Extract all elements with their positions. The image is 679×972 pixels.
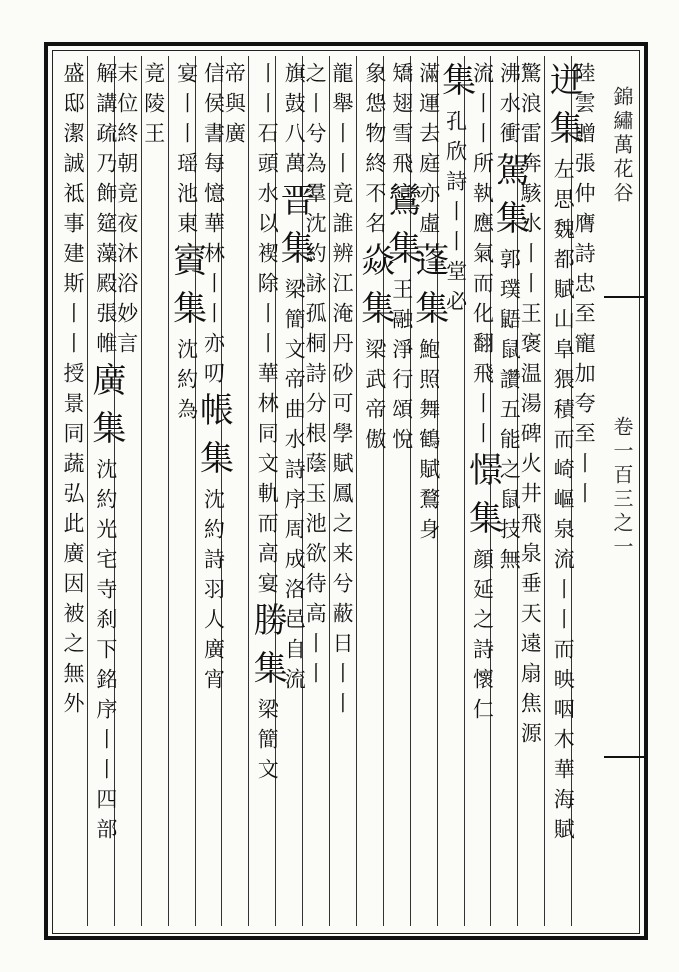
text-run: 郭璞鼯鼠讚五能之鼠技無 [497, 248, 522, 578]
section-heading: 憬集 [462, 452, 503, 548]
column-rule [168, 56, 169, 926]
text-run: 宴丨丨瑶池東 [174, 62, 199, 242]
text-column [166, 62, 207, 922]
text-run: 旗鼓八萬 [282, 62, 307, 182]
text-run: 之丨兮為羣沈約詠孤桐詩分根蔭玉池欲待高丨丨 [303, 62, 328, 692]
text-run: 象怹物終不名 [362, 62, 387, 242]
text-column [354, 62, 395, 922]
text-run: 沈約為 [174, 338, 199, 428]
text-column [143, 62, 164, 922]
section-heading: 勝集 [247, 602, 288, 698]
margin-strip [604, 46, 644, 936]
section-heading: 晋集 [274, 182, 315, 278]
text-column [331, 62, 352, 922]
section-heading: 集 [435, 62, 476, 110]
text-run: 梁武帝傲 [362, 338, 387, 458]
text-run: 驚浪雷奔駭水丨丨王褒温湯碑火井飛泉垂天遠扇焦源 [518, 62, 543, 752]
text-column [247, 62, 288, 922]
text-run: 丨丨石頭 [255, 62, 280, 182]
column-rule [544, 56, 545, 926]
text-run: 沈約光宅寺刹下銘序丨丨四部 [93, 458, 118, 848]
margin-divider [604, 756, 644, 758]
column-rule [141, 56, 142, 926]
text-column [62, 62, 83, 922]
text-run: 授景同蔬弘此廣因被之無外 [61, 362, 85, 722]
section-heading: 焱集 [354, 242, 395, 338]
text-run: 左思魏都賦山阜猥積而崎嶇泉流丨丨而映咽木華海賦 [551, 158, 576, 848]
text-run: 龍舉丨丨竟誰辨江淹丹砂可學賦鳳之来兮蔽日丨丨 [330, 62, 354, 722]
text-run: 竟陵王 [141, 62, 166, 152]
text-column [543, 62, 584, 922]
column-rule [248, 56, 249, 926]
text-run: 王融淨行頌悅 [389, 278, 414, 458]
column-rule [356, 56, 357, 926]
text-column [85, 62, 126, 922]
section-heading: 蓬集 [408, 242, 449, 338]
margin-divider [604, 296, 644, 298]
text-run: 流丨丨所執應氣而化翻飛丨丨 [470, 62, 495, 452]
text-run: 顔延之詩懷仁 [470, 548, 495, 728]
section-heading: 廣集 [85, 362, 126, 458]
text-run: 信侯書每憶華林丨丨亦叨 [201, 62, 226, 392]
section-heading: 駕集 [489, 152, 530, 248]
column-rule [87, 56, 88, 926]
text-run: 水以褉除丨丨華林同文軌而高宴 [255, 182, 280, 602]
text-run: 末位終朝竟夜沐浴妙言 [114, 62, 139, 362]
text-run: 沈約詩羽人廣宵 [201, 488, 226, 698]
section-heading: 鸞集 [381, 182, 422, 278]
text-run: 帝與廣 [222, 62, 247, 152]
text-run: 梁簡文 [255, 698, 280, 788]
column-rule [329, 56, 330, 926]
text-run: 鮑照舞鶴賦鶩身 [416, 338, 441, 548]
text-run: 滿運去庭亦虛 [416, 62, 441, 242]
text-run: 孔欣詩丨丨堂必 [443, 110, 468, 320]
text-run: 盛邸潔誠祗事建斯丨丨 [61, 62, 85, 362]
section-heading: 帳集 [193, 392, 234, 488]
section-heading: 迸集 [543, 62, 584, 158]
text-run: 陸雲贈張仲膺詩忠至寵加夸至丨丨 [572, 62, 597, 512]
section-heading: 賨集 [166, 242, 207, 338]
margin-volume: 卷一百三之一 [610, 416, 634, 560]
text-run: 沸水衝 [497, 62, 522, 152]
text-run: 梁簡文帝曲水詩序周成洛邑自流 [282, 278, 307, 698]
text-run: 矯翅雪飛 [389, 62, 414, 182]
text-run: 解講疏乃飾筵藻殿張帷 [93, 62, 118, 362]
margin-title: 錦繡萬花谷 [610, 86, 634, 206]
